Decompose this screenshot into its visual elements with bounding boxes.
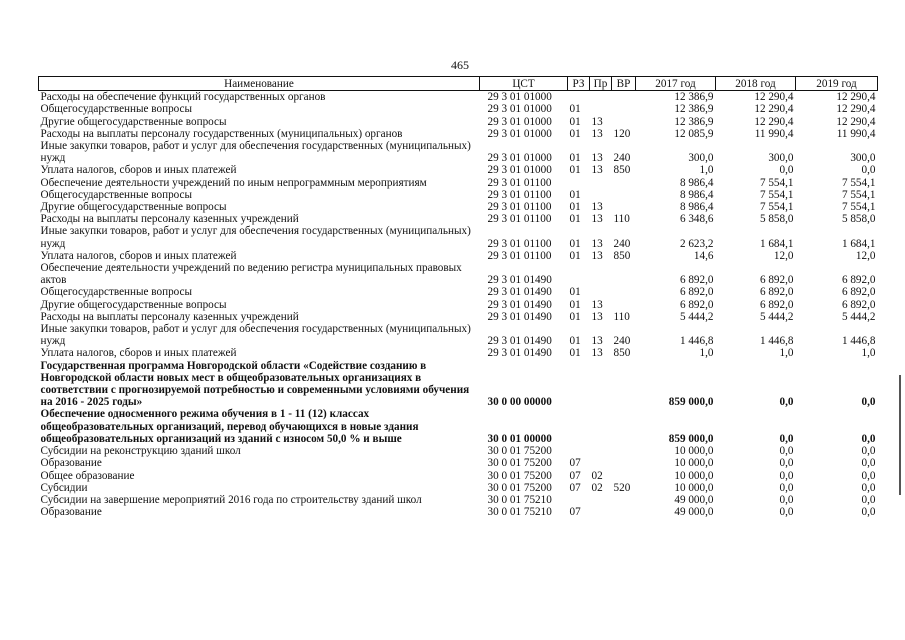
table-row: [39, 457, 878, 469]
scan-edge-line: [899, 375, 901, 495]
cell-2017: 12 085,9: [674, 127, 714, 140]
cell-2019: 0,0: [861, 396, 876, 409]
cell-pr: 13: [591, 310, 603, 323]
cell-2018: 1,0: [779, 347, 794, 360]
cell-cst: 29 3 01 01000: [487, 115, 552, 128]
cell-2018: 5 444,2: [759, 310, 794, 323]
cell-cst: 29 3 01 01490: [487, 335, 552, 348]
cell-2018: 0,0: [779, 164, 794, 177]
cell-pr: 13: [591, 127, 603, 140]
cell-rz: 01: [569, 188, 581, 201]
cell-2019: 12 290,4: [836, 103, 876, 116]
table-row: [39, 91, 878, 104]
cell-pr: [590, 360, 612, 409]
cell-rz: 01: [569, 310, 581, 323]
cell-name: Обеспечение односменного режима обучения в 1 - 11 (12) классах общеобразовательных организаций, перевод обучающихся в новые здания общеобразовательных организаций из зданий с износом 50,0 % и выше: [40, 408, 419, 445]
cell-2019: 1 446,8: [841, 335, 876, 348]
table-row: [39, 445, 878, 457]
cell-rz: [568, 91, 590, 104]
cell-name: Общее образование: [40, 469, 135, 482]
cell-cst: 30 0 01 75210: [487, 493, 552, 506]
cell-rz: [568, 494, 590, 506]
cell-cst: 30 0 01 75210: [487, 506, 552, 519]
cell-name: Обеспечение деятельности учреждений по ведению регистра муниципальных правовых актов: [40, 262, 462, 287]
header-vr: ВР: [612, 77, 636, 91]
cell-2017: 8 986,4: [679, 201, 714, 214]
cell-2017: 6 892,0: [679, 274, 714, 287]
cell-vr: [612, 360, 636, 409]
cell-2017: 2 623,2: [679, 237, 714, 250]
cell-2018: 0,0: [779, 432, 794, 445]
cell-2018: 7 554,1: [759, 201, 794, 214]
cell-vr: [612, 262, 636, 286]
cell-name: Уплата налогов, сборов и иных платежей: [40, 164, 237, 177]
table-row: [39, 262, 878, 286]
cell-cst: 29 3 01 01100: [487, 201, 552, 214]
cell-2019: 7 554,1: [841, 176, 876, 189]
cell-2019: 0,0: [861, 445, 876, 458]
cell-name: Иные закупки товаров, работ и услуг для обеспечения государственных (муниципальных) нужд: [40, 140, 471, 165]
cell-2017: 1,0: [699, 347, 714, 360]
table-row: [39, 250, 878, 262]
cell-pr: [590, 445, 612, 457]
cell-vr: 110: [613, 213, 630, 226]
cell-2019: 12,0: [855, 249, 876, 262]
table-row: [39, 213, 878, 225]
cell-rz: 01: [569, 298, 581, 311]
header-2018: 2018 год: [716, 77, 796, 91]
cell-cst: 29 3 01 01490: [487, 286, 552, 299]
cell-2019: 0,0: [861, 493, 876, 506]
cell-cst: 29 3 01 01100: [487, 188, 552, 201]
cell-vr: 240: [613, 335, 631, 348]
table-row: [39, 323, 878, 347]
table-row: [39, 225, 878, 249]
cell-2017: 1,0: [699, 164, 714, 177]
cell-2017: 12 386,9: [674, 115, 714, 128]
cell-vr: [612, 103, 636, 115]
table-row: [39, 103, 878, 115]
cell-vr: [612, 506, 636, 518]
cell-2019: 5 858,0: [841, 213, 876, 226]
cell-pr: 13: [591, 164, 603, 177]
table-row: [39, 177, 878, 189]
cell-2017: 6 892,0: [679, 298, 714, 311]
cell-2017: 14,6: [693, 249, 714, 262]
cell-2017: 1 446,8: [679, 335, 714, 348]
cell-pr: 13: [591, 335, 603, 348]
cell-pr: 13: [591, 237, 603, 250]
table-header-row: [39, 77, 878, 91]
table-row: [39, 201, 878, 213]
cell-cst: 29 3 01 01490: [487, 298, 552, 311]
cell-2019: 12 290,4: [836, 91, 876, 104]
cell-2018: 12,0: [773, 249, 794, 262]
cell-2018: 7 554,1: [759, 188, 794, 201]
cell-vr: [612, 299, 636, 311]
cell-2019: 0,0: [861, 432, 876, 445]
cell-2017: 49 000,0: [674, 506, 714, 519]
cell-2017: 12 386,9: [674, 103, 714, 116]
cell-2018: 0,0: [779, 445, 794, 458]
cell-2019: 300,0: [850, 152, 876, 165]
cell-2018: 5 858,0: [759, 213, 794, 226]
cell-name: Субсидии на реконструкцию зданий школ: [40, 445, 241, 458]
cell-2017: 6 892,0: [679, 286, 714, 299]
cell-2018: 12 290,4: [754, 91, 794, 104]
cell-pr: 02: [591, 469, 603, 482]
cell-pr: 13: [591, 152, 603, 165]
cell-rz: 01: [569, 213, 581, 226]
cell-rz: [568, 262, 590, 286]
cell-name: Государственная программа Новгородской области «Содействие созданию в Новгородской области новых мест в общеобразовательных организациях в соответствии с прогнозируемой потребностью и современными условиями обучения на 2016 - 2025 годы»: [40, 359, 470, 409]
cell-cst: 30 0 01 00000: [487, 432, 552, 445]
table-row: [39, 347, 878, 359]
cell-rz: 01: [569, 152, 581, 165]
cell-name: Обеспечение деятельности учреждений по иным непрограммным мероприятиям: [40, 176, 427, 189]
table-row: [39, 116, 878, 128]
cell-rz: [568, 177, 590, 189]
table-row: [39, 360, 878, 409]
cell-rz: 07: [569, 469, 581, 482]
cell-2019: 0,0: [861, 164, 876, 177]
cell-rz: 07: [569, 481, 581, 494]
cell-name: Другие общегосударственные вопросы: [40, 115, 227, 128]
cell-vr: 240: [613, 152, 631, 165]
cell-cst: 30 0 00 00000: [487, 396, 552, 409]
table-row: [39, 482, 878, 494]
cell-2018: 0,0: [779, 396, 794, 409]
cell-rz: 01: [569, 103, 581, 116]
cell-2018: 0,0: [779, 493, 794, 506]
cell-2018: 1 446,8: [759, 335, 794, 348]
table-row: [39, 286, 878, 298]
table-row: [39, 494, 878, 506]
table-row: [39, 408, 878, 445]
cell-cst: 29 3 01 01000: [487, 91, 552, 104]
budget-table: [38, 76, 878, 518]
cell-2017: 10 000,0: [674, 469, 714, 482]
cell-vr: [612, 189, 636, 201]
cell-vr: [612, 408, 636, 445]
cell-vr: [612, 201, 636, 213]
header-pr: Пр: [590, 77, 612, 91]
cell-2018: 0,0: [779, 457, 794, 470]
table-row: [39, 189, 878, 201]
cell-name: Образование: [40, 506, 102, 519]
cell-2019: 6 892,0: [841, 274, 876, 287]
cell-name: Субсидии: [40, 481, 88, 494]
cell-2018: 12 290,4: [754, 103, 794, 116]
cell-2019: 12 290,4: [836, 115, 876, 128]
table-body: [39, 91, 878, 519]
cell-2019: 6 892,0: [841, 298, 876, 311]
cell-vr: 240: [613, 237, 631, 250]
cell-pr: [590, 494, 612, 506]
cell-vr: 110: [613, 310, 630, 323]
cell-name: Расходы на выплаты персоналу казенных учреждений: [40, 310, 299, 323]
cell-2017: 8 986,4: [679, 176, 714, 189]
cell-rz: 07: [569, 506, 581, 519]
cell-pr: [590, 506, 612, 518]
cell-cst: 29 3 01 01100: [487, 249, 552, 262]
header-name: Наименование: [39, 77, 480, 91]
cell-2019: 7 554,1: [841, 188, 876, 201]
table-row: [39, 164, 878, 176]
cell-2017: 10 000,0: [674, 457, 714, 470]
cell-2017: 8 986,4: [679, 188, 714, 201]
cell-cst: 29 3 01 01490: [487, 274, 552, 287]
cell-name: Образование: [40, 457, 102, 470]
cell-2019: 7 554,1: [841, 201, 876, 214]
cell-cst: 29 3 01 01100: [487, 237, 552, 250]
cell-2019: 6 892,0: [841, 286, 876, 299]
cell-name: Общегосударственные вопросы: [40, 286, 193, 299]
cell-name: Другие общегосударственные вопросы: [40, 298, 227, 311]
cell-rz: 01: [569, 249, 581, 262]
cell-pr: [590, 286, 612, 298]
header-2019: 2019 год: [796, 77, 878, 91]
cell-2019: 0,0: [861, 506, 876, 519]
cell-pr: [590, 408, 612, 445]
cell-cst: 29 3 01 01490: [487, 347, 552, 360]
cell-cst: 30 0 01 75200: [487, 481, 552, 494]
cell-cst: 30 0 01 75200: [487, 457, 552, 470]
cell-cst: 29 3 01 01490: [487, 310, 552, 323]
cell-2019: 0,0: [861, 457, 876, 470]
cell-pr: 02: [591, 481, 603, 494]
cell-2019: 1 684,1: [841, 237, 876, 250]
cell-cst: 29 3 01 01000: [487, 127, 552, 140]
cell-2017: 12 386,9: [674, 91, 714, 104]
cell-cst: 30 0 01 75200: [487, 445, 552, 458]
cell-cst: 29 3 01 01000: [487, 152, 552, 165]
cell-2019: 1,0: [861, 347, 876, 360]
cell-rz: 01: [569, 127, 581, 140]
cell-2017: 859 000,0: [668, 396, 714, 409]
cell-name: Расходы на выплаты персоналу государственных (муниципальных) органов: [40, 127, 403, 140]
cell-vr: [612, 286, 636, 298]
cell-2018: 300,0: [768, 152, 794, 165]
cell-2017: 5 444,2: [679, 310, 714, 323]
cell-name: Иные закупки товаров, работ и услуг для обеспечения государственных (муниципальных) нужд: [40, 225, 471, 250]
cell-2018: 0,0: [779, 481, 794, 494]
header-rz: РЗ: [568, 77, 590, 91]
cell-2019: 11 990,4: [836, 127, 876, 140]
cell-rz: 07: [569, 457, 581, 470]
cell-2019: 0,0: [861, 481, 876, 494]
cell-vr: [612, 91, 636, 104]
table-row: [39, 311, 878, 323]
cell-pr: [590, 262, 612, 286]
cell-rz: [568, 360, 590, 409]
cell-vr: 120: [613, 127, 631, 140]
cell-vr: 850: [613, 164, 631, 177]
table-row: [39, 506, 878, 518]
cell-2017: 859 000,0: [668, 432, 714, 445]
cell-vr: [612, 457, 636, 469]
header-cst: ЦСТ: [480, 77, 568, 91]
cell-2019: 0,0: [861, 469, 876, 482]
cell-2018: 0,0: [779, 469, 794, 482]
cell-2018: 6 892,0: [759, 286, 794, 299]
cell-2017: 300,0: [688, 152, 714, 165]
cell-pr: 13: [591, 201, 603, 214]
cell-name: Уплата налогов, сборов и иных платежей: [40, 249, 237, 262]
cell-pr: 13: [591, 115, 603, 128]
cell-vr: [612, 470, 636, 482]
cell-2017: 10 000,0: [674, 481, 714, 494]
cell-cst: 29 3 01 01100: [487, 176, 552, 189]
cell-pr: 13: [591, 347, 603, 360]
cell-2017: 6 348,6: [679, 213, 714, 226]
cell-vr: 850: [613, 347, 631, 360]
cell-cst: 30 0 01 75200: [487, 469, 552, 482]
cell-cst: 29 3 01 01000: [487, 164, 552, 177]
table-row: [39, 299, 878, 311]
cell-rz: 01: [569, 335, 581, 348]
page-number: 465: [451, 58, 469, 72]
table-row: [39, 470, 878, 482]
cell-name: Расходы на выплаты персоналу казенных учреждений: [40, 213, 299, 226]
cell-vr: 850: [613, 249, 631, 262]
cell-2018: 7 554,1: [759, 176, 794, 189]
cell-2017: 10 000,0: [674, 445, 714, 458]
cell-2018: 6 892,0: [759, 274, 794, 287]
cell-pr: 13: [591, 249, 603, 262]
cell-rz: 01: [569, 237, 581, 250]
cell-name: Иные закупки товаров, работ и услуг для обеспечения государственных (муниципальных) нужд: [40, 323, 471, 348]
cell-name: Субсидии на завершение мероприятий 2016 года по строительству зданий школ: [40, 493, 422, 506]
table-row: [39, 128, 878, 140]
cell-vr: [612, 494, 636, 506]
cell-2018: 12 290,4: [754, 115, 794, 128]
header-2017: 2017 год: [636, 77, 716, 91]
cell-rz: [568, 408, 590, 445]
cell-pr: 13: [591, 213, 603, 226]
cell-2017: 49 000,0: [674, 493, 714, 506]
cell-pr: [590, 103, 612, 115]
cell-name: Общегосударственные вопросы: [40, 188, 193, 201]
cell-rz: 01: [569, 164, 581, 177]
cell-name: Общегосударственные вопросы: [40, 103, 193, 116]
cell-2018: 0,0: [779, 506, 794, 519]
cell-cst: 29 3 01 01000: [487, 103, 552, 116]
cell-rz: 01: [569, 347, 581, 360]
cell-name: Уплата налогов, сборов и иных платежей: [40, 347, 237, 360]
cell-pr: [590, 177, 612, 189]
cell-cst: 29 3 01 01100: [487, 213, 552, 226]
cell-rz: 01: [569, 201, 581, 214]
cell-pr: [590, 91, 612, 104]
cell-vr: [612, 116, 636, 128]
table-row: [39, 140, 878, 164]
cell-name: Другие общегосударственные вопросы: [40, 201, 227, 214]
cell-vr: [612, 177, 636, 189]
cell-rz: [568, 445, 590, 457]
cell-pr: [590, 189, 612, 201]
cell-2019: 5 444,2: [841, 310, 876, 323]
cell-rz: 01: [569, 286, 581, 299]
cell-2018: 11 990,4: [754, 127, 794, 140]
cell-vr: [612, 445, 636, 457]
cell-pr: 13: [591, 298, 603, 311]
cell-name: Расходы на обеспечение функций государственных органов: [40, 91, 326, 104]
cell-vr: 520: [613, 481, 631, 494]
cell-pr: [590, 457, 612, 469]
cell-2018: 6 892,0: [759, 298, 794, 311]
cell-2018: 1 684,1: [759, 237, 794, 250]
cell-rz: 01: [569, 115, 581, 128]
